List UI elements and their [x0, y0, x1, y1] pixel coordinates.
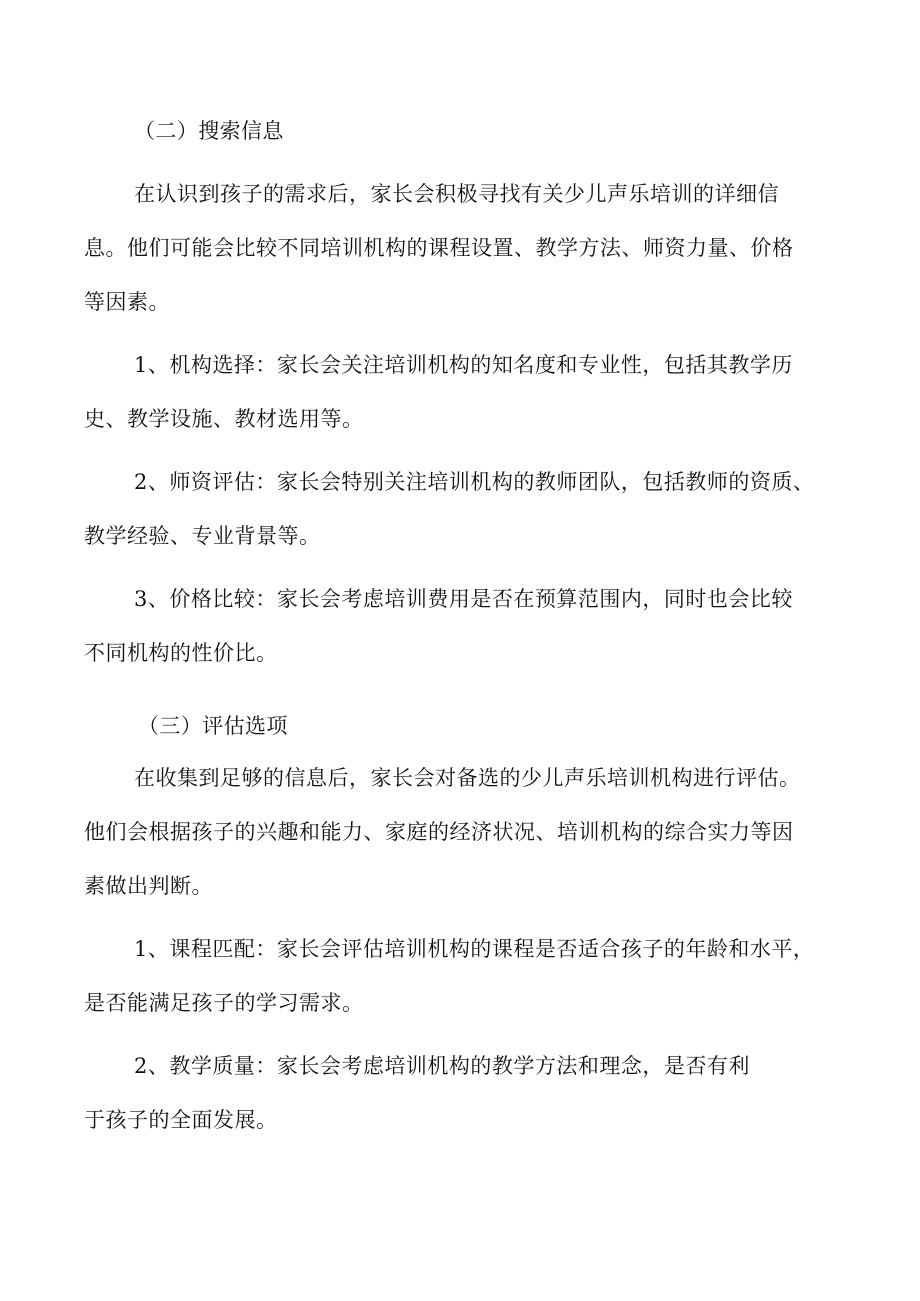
paragraph-line: 3、价格比较：家长会考虑培训费用是否在预算范围内，同时也会比较 — [134, 587, 793, 611]
paragraph-line: 于孩子的全面发展。 — [84, 1108, 278, 1132]
paragraph-line: 2、教学质量：家长会考虑培训机构的教学方法和理念，是否有利 — [134, 1054, 750, 1078]
section-heading: （三）评估选项 — [138, 714, 288, 738]
paragraph-line: 在认识到孩子的需求后，家长会积极寻找有关少儿声乐培训的详细信 — [134, 182, 779, 206]
section-heading: （二）搜索信息 — [134, 119, 284, 143]
paragraph-line: 史、教学设施、教材选用等。 — [84, 407, 364, 431]
paragraph-line: 素做出判断。 — [84, 874, 213, 898]
paragraph-line: 是否能满足孩子的学习需求。 — [84, 991, 364, 1015]
paragraph-line: 不同机构的性价比。 — [84, 641, 278, 665]
paragraph-line: 1、课程匹配：家长会评估培训机构的课程是否适合孩子的年龄和水平， — [134, 937, 815, 961]
paragraph-line: 2、师资评估：家长会特别关注培训机构的教师团队，包括教师的资质、 — [134, 470, 815, 494]
paragraph-line: 1、机构选择：家长会关注培训机构的知名度和专业性，包括其教学历 — [134, 353, 793, 377]
paragraph-line: 他们会根据孩子的兴趣和能力、家庭的经济状况、培训机构的综合实力等因 — [84, 820, 794, 844]
paragraph-line: 在收集到足够的信息后，家长会对备选的少儿声乐培训机构进行评估。 — [134, 766, 801, 790]
paragraph-line: 息。他们可能会比较不同培训机构的课程设置、教学方法、师资力量、价格 — [84, 236, 794, 260]
paragraph-line: 等因素。 — [84, 290, 170, 314]
paragraph-line: 教学经验、专业背景等。 — [84, 524, 321, 548]
